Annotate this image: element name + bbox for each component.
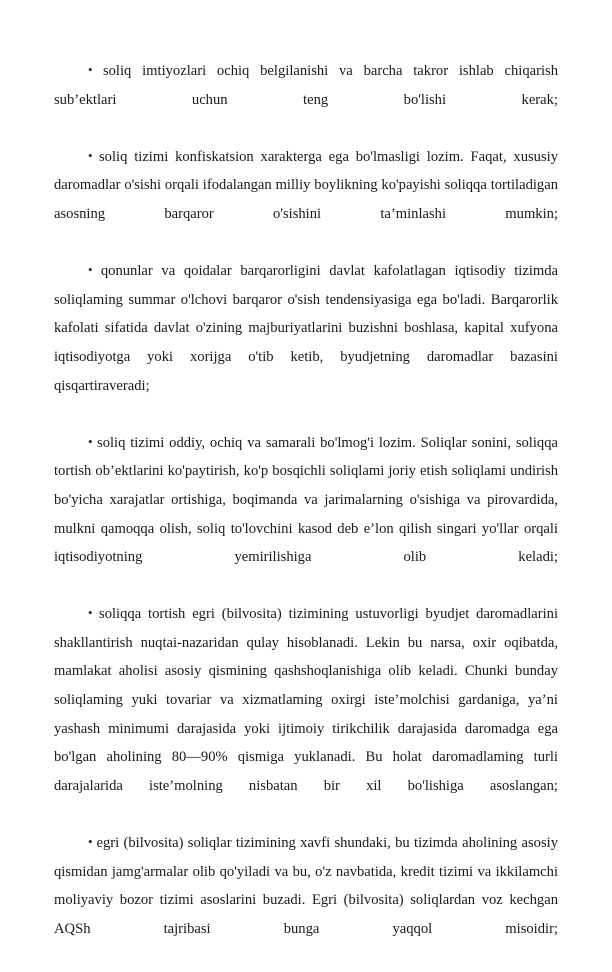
document-body <box>54 57 558 972</box>
paragraph-text: egri (bilvosita) soliqlar tizimining xavfi shundaki, bu tizimda aholining asosiy qismidan jamg'armalar olib qo'yiladi va bu, o'z navbatida, kredit tizimi va ikkilamchi moliyaviy bozor tizimi asoslarini buzadi. Egri (bilvosita) soliqlardan voz kechgan AQSh tajribasi bunga yaqqol misoidir; <box>54 835 559 937</box>
paragraph-text: soliqqa tortish egri (bilvosita) tizimining ustuvorligi byudjet daromadlarini shakllantirish nuqtai-nazaridan qulay hisoblanadi. Lekin bu narsa, oxir oqibatda, mamlakat aholisi asosiy qismining qashshoqlanishiga olib keladi. Chunki bunday soliqlaming yuki tovariar va xizmatlaming oxirgi iste’molchisi gardaniga, ya’ni yashash minimumi darajasida yoki ijtimoiy tirikchilik darajasida daromadga ega bo'lgan aholining 80—90% qismiga yuklanadi. Bu holat daromadlaming turli darajalarida iste’molning nisbatan bir xil bo'lishiga asoslangan; <box>54 606 559 794</box>
bullet-glyph-icon: • <box>88 433 93 449</box>
paragraph-text: soliq tizimi oddiy, ochiq va samarali bo'lmog'i lozim. Soliqlar sonini, soliqqa tortish ob’ektlarini ko'paytirish, ko'p bosqichli soliqlami joriy etish soliqlami undirish bo'yicha xarajatlar ortishiga, boqimanda va jarimalarning o'sishiga va pirovardida, mulkni qamoqqa olish, soliq to'lovchini kasod deb e’lon qilish singari yo'llar orqali iqtisodiyotning yemirilishiga olib keladi; <box>54 434 558 566</box>
bullet-glyph-icon: • <box>88 834 93 849</box>
bullet-glyph-icon: • <box>88 605 93 621</box>
paragraph-text: soliq imtiyozlari ochiq belgilanishi va barcha takror ishlab chiqarish sub’ektlari uchun teng bo'lishi kerak; <box>54 63 559 108</box>
bullet-paragraph <box>54 143 558 257</box>
bullet-glyph-icon: • <box>88 147 93 163</box>
bullet-paragraph <box>54 600 558 829</box>
bullet-paragraph <box>54 829 558 972</box>
bullet-paragraph <box>54 429 558 601</box>
bullet-paragraph <box>54 257 558 429</box>
paragraph-text: qonunlar va qoidalar barqarorligini davlat kafolatlagan iqtisodiy tizimda soliqlaming summar o'lchovi barqaror o'sish tendensiyasiga ega bo'ladi. Barqarorlik kafolati sifatida davlat o'zining majburiyatlarini buzishni boshlasa, kapital xufyona iqtisodiyotga yoki xorijga o'tib ketib, byudjetning daromadlar bazasini qisqartiraveradi; <box>54 263 559 394</box>
bullet-glyph-icon: • <box>88 262 93 278</box>
bullet-paragraph <box>54 57 558 143</box>
bullet-glyph-icon: • <box>88 61 93 77</box>
paragraph-text: soliq tizimi konfiskatsion xarakterga ega bo'lmasligi lozim. Faqat, xususiy daromadlar o'sishi orqali ifodalangan milliy boylikning ko'payishi soliqqa tortiladigan asosning barqaror o'sishini ta’minlashi mumkin; <box>54 148 559 222</box>
